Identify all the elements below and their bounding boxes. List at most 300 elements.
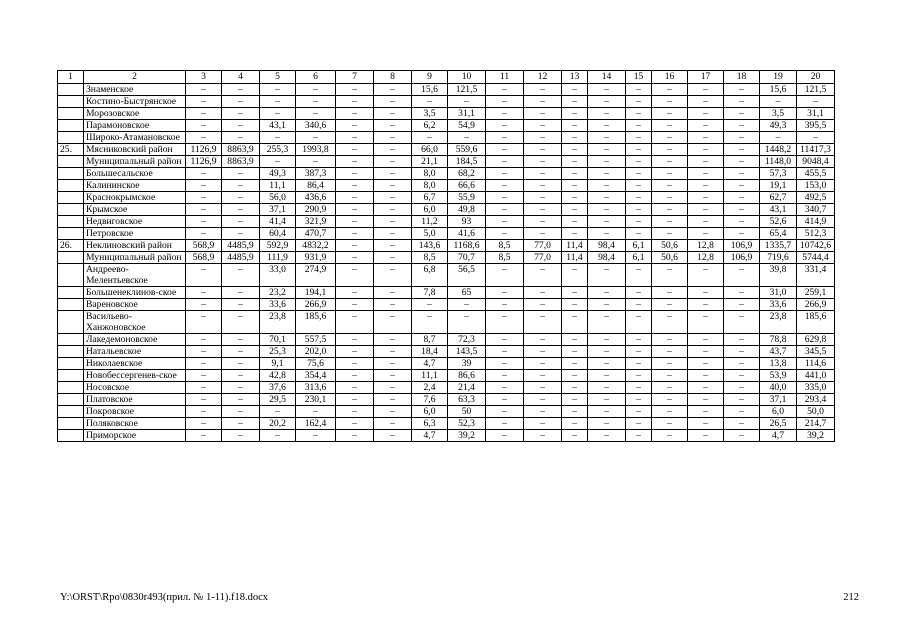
page-number: 212 [843, 592, 859, 603]
value-cell: – [626, 132, 652, 144]
value-cell: – [524, 358, 562, 370]
row-number-cell [58, 406, 84, 418]
value-cell: – [562, 299, 588, 311]
value-cell: 93 [448, 216, 486, 228]
value-cell: 4485,9 [222, 252, 260, 264]
value-cell: – [186, 299, 222, 311]
value-cell: – [336, 334, 374, 346]
value-cell: 65 [448, 287, 486, 299]
value-cell: – [336, 168, 374, 180]
value-cell: 8,7 [412, 334, 448, 346]
name-cell: Неклиновский район [84, 240, 186, 252]
value-cell: – [336, 132, 374, 144]
column-number-18: 18 [724, 71, 760, 84]
value-cell: 50,6 [652, 240, 688, 252]
value-cell: – [296, 430, 336, 442]
value-cell: – [588, 382, 626, 394]
value-cell: 21,4 [448, 382, 486, 394]
value-cell: 8,5 [412, 252, 448, 264]
value-cell: – [562, 264, 588, 287]
value-cell: – [724, 156, 760, 168]
column-number-13: 13 [562, 71, 588, 84]
value-cell: – [186, 96, 222, 108]
name-cell: Николаевское [84, 358, 186, 370]
value-cell: – [652, 311, 688, 334]
value-cell: – [412, 311, 448, 334]
value-cell: – [652, 406, 688, 418]
value-cell: 4,7 [412, 430, 448, 442]
value-cell: 33,6 [260, 299, 296, 311]
value-cell: – [336, 311, 374, 334]
value-cell: 37,1 [760, 394, 797, 406]
value-cell: – [486, 311, 524, 334]
value-cell: – [186, 394, 222, 406]
column-number-1: 1 [58, 71, 84, 84]
value-cell: 29,5 [260, 394, 296, 406]
value-cell: 194,1 [296, 287, 336, 299]
name-cell: Андреево-Мелентьевское [84, 264, 186, 287]
table-row [58, 382, 835, 394]
value-cell: – [626, 84, 652, 96]
value-cell: 387,3 [296, 168, 336, 180]
value-cell: 77,0 [524, 252, 562, 264]
value-cell: 43,7 [760, 346, 797, 358]
value-cell: 98,4 [588, 240, 626, 252]
table-row [58, 84, 835, 96]
value-cell: – [626, 192, 652, 204]
value-cell: 340,6 [296, 120, 336, 132]
value-cell: – [626, 96, 652, 108]
value-cell: – [588, 168, 626, 180]
row-number-cell [58, 287, 84, 299]
value-cell: – [186, 168, 222, 180]
value-cell: – [626, 156, 652, 168]
value-cell: – [412, 132, 448, 144]
column-number-5: 5 [260, 71, 296, 84]
name-cell: Большенеклинов-ское [84, 287, 186, 299]
value-cell: – [374, 240, 412, 252]
value-cell: – [260, 430, 296, 442]
value-cell: – [374, 144, 412, 156]
value-cell: – [186, 108, 222, 120]
value-cell: – [797, 132, 835, 144]
value-cell: 40,0 [760, 382, 797, 394]
value-cell: 559,6 [448, 144, 486, 156]
value-cell: – [652, 84, 688, 96]
value-cell: – [186, 204, 222, 216]
value-cell: – [562, 311, 588, 334]
value-cell: 185,6 [296, 311, 336, 334]
value-cell: 11417,3 [797, 144, 835, 156]
column-number-17: 17 [688, 71, 724, 84]
value-cell: – [588, 358, 626, 370]
value-cell: 321,9 [296, 216, 336, 228]
value-cell: – [186, 228, 222, 240]
value-cell: – [562, 358, 588, 370]
value-cell: 6,2 [412, 120, 448, 132]
table-row [58, 370, 835, 382]
value-cell: – [626, 144, 652, 156]
value-cell: – [652, 168, 688, 180]
value-cell: – [260, 132, 296, 144]
value-cell: 10742,6 [797, 240, 835, 252]
row-number-cell [58, 204, 84, 216]
value-cell: – [724, 204, 760, 216]
value-cell: – [374, 418, 412, 430]
value-cell: – [588, 418, 626, 430]
value-cell: – [688, 430, 724, 442]
value-cell: – [336, 358, 374, 370]
value-cell: – [374, 108, 412, 120]
value-cell: – [186, 382, 222, 394]
value-cell: – [222, 84, 260, 96]
value-cell: – [222, 228, 260, 240]
value-cell: 37,6 [260, 382, 296, 394]
value-cell: – [652, 180, 688, 192]
value-cell: 114,6 [797, 358, 835, 370]
value-cell: – [336, 144, 374, 156]
value-cell: – [374, 406, 412, 418]
value-cell: – [562, 108, 588, 120]
value-cell: 106,9 [724, 252, 760, 264]
column-number-16: 16 [652, 71, 688, 84]
value-cell: 492,5 [797, 192, 835, 204]
value-cell: – [524, 156, 562, 168]
value-cell: – [652, 334, 688, 346]
value-cell: – [626, 264, 652, 287]
value-cell: 6,0 [412, 406, 448, 418]
value-cell: 4485,9 [222, 240, 260, 252]
value-cell: 70,1 [260, 334, 296, 346]
value-cell: 293,4 [797, 394, 835, 406]
table-row [58, 264, 835, 287]
value-cell: – [296, 156, 336, 168]
value-cell: – [486, 216, 524, 228]
name-cell: Недвиговское [84, 216, 186, 228]
value-cell: 1148,0 [760, 156, 797, 168]
value-cell: 7,6 [412, 394, 448, 406]
value-cell: – [186, 216, 222, 228]
value-cell: – [688, 108, 724, 120]
value-cell: – [588, 132, 626, 144]
value-cell: – [374, 192, 412, 204]
value-cell: – [222, 358, 260, 370]
value-cell: – [336, 430, 374, 442]
column-number-4: 4 [222, 71, 260, 84]
row-number-cell [58, 264, 84, 287]
value-cell: – [336, 382, 374, 394]
name-cell: Лакедемоновское [84, 334, 186, 346]
name-cell: Калининское [84, 180, 186, 192]
value-cell: – [222, 370, 260, 382]
value-cell: 54,9 [448, 120, 486, 132]
table-row [58, 228, 835, 240]
name-cell: Платовское [84, 394, 186, 406]
value-cell: 8,5 [486, 252, 524, 264]
value-cell: 1993,8 [296, 144, 336, 156]
row-number-cell [58, 120, 84, 132]
value-cell: – [524, 370, 562, 382]
column-number-20: 20 [797, 71, 835, 84]
value-cell: – [562, 430, 588, 442]
value-cell: – [412, 96, 448, 108]
name-cell: Вареновское [84, 299, 186, 311]
value-cell: – [688, 120, 724, 132]
value-cell: – [374, 252, 412, 264]
value-cell: – [448, 311, 486, 334]
value-cell: – [486, 264, 524, 287]
value-cell: – [186, 370, 222, 382]
value-cell: – [222, 334, 260, 346]
name-cell: Костино-Быстрянское [84, 96, 186, 108]
value-cell: – [486, 370, 524, 382]
table-row [58, 311, 835, 334]
name-cell: Васильево-Ханжоновское [84, 311, 186, 334]
value-cell: 11,4 [562, 240, 588, 252]
value-cell: – [486, 120, 524, 132]
value-cell: – [524, 264, 562, 287]
value-cell: 6,1 [626, 252, 652, 264]
value-cell: – [626, 299, 652, 311]
value-cell: 11,1 [260, 180, 296, 192]
value-cell: 23,8 [760, 311, 797, 334]
value-cell: – [688, 168, 724, 180]
table-row [58, 156, 835, 168]
table-row [58, 108, 835, 120]
value-cell: – [336, 192, 374, 204]
value-cell: – [588, 180, 626, 192]
value-cell: – [374, 96, 412, 108]
value-cell: 143,5 [448, 346, 486, 358]
value-cell: – [524, 394, 562, 406]
row-number-cell [58, 430, 84, 442]
value-cell: – [374, 180, 412, 192]
value-cell: – [652, 96, 688, 108]
value-cell: – [588, 346, 626, 358]
row-number-cell [58, 394, 84, 406]
value-cell: – [688, 299, 724, 311]
value-cell: 266,9 [296, 299, 336, 311]
value-cell: 68,2 [448, 168, 486, 180]
value-cell: – [724, 382, 760, 394]
value-cell: – [588, 311, 626, 334]
value-cell: – [588, 120, 626, 132]
value-cell: – [688, 228, 724, 240]
value-cell: – [562, 382, 588, 394]
value-cell: – [652, 204, 688, 216]
value-cell: – [296, 108, 336, 120]
value-cell: 455,5 [797, 168, 835, 180]
value-cell: 184,5 [448, 156, 486, 168]
value-cell: – [486, 382, 524, 394]
row-number-cell: 25. [58, 144, 84, 156]
value-cell: – [524, 204, 562, 216]
value-cell: 53,9 [760, 370, 797, 382]
value-cell: – [652, 358, 688, 370]
value-cell: – [186, 84, 222, 96]
value-cell: – [486, 334, 524, 346]
value-cell: 50,6 [652, 252, 688, 264]
value-cell: – [524, 287, 562, 299]
value-cell: – [222, 406, 260, 418]
value-cell: – [588, 96, 626, 108]
value-cell: – [296, 132, 336, 144]
value-cell: – [524, 84, 562, 96]
value-cell: 331,4 [797, 264, 835, 287]
table-row [58, 204, 835, 216]
row-number-cell [58, 132, 84, 144]
table-row [58, 144, 835, 156]
value-cell: – [724, 228, 760, 240]
value-cell: 49,8 [448, 204, 486, 216]
value-cell: 49,3 [260, 168, 296, 180]
row-number-cell [58, 96, 84, 108]
value-cell: – [374, 204, 412, 216]
value-cell: 6,3 [412, 418, 448, 430]
value-cell: – [626, 394, 652, 406]
value-cell: 6,8 [412, 264, 448, 287]
value-cell: – [336, 108, 374, 120]
value-cell: – [724, 394, 760, 406]
value-cell: – [186, 132, 222, 144]
value-cell: 19,1 [760, 180, 797, 192]
value-cell: 39,2 [448, 430, 486, 442]
value-cell: 77,0 [524, 240, 562, 252]
value-cell: – [562, 346, 588, 358]
value-cell: – [688, 358, 724, 370]
value-cell: – [186, 264, 222, 287]
value-cell: – [626, 228, 652, 240]
value-cell: – [724, 192, 760, 204]
value-cell: – [562, 144, 588, 156]
value-cell: – [588, 144, 626, 156]
value-cell: 56,0 [260, 192, 296, 204]
value-cell: – [562, 156, 588, 168]
row-number-cell [58, 108, 84, 120]
value-cell: – [222, 192, 260, 204]
value-cell: – [688, 96, 724, 108]
value-cell: 98,4 [588, 252, 626, 264]
value-cell: – [724, 168, 760, 180]
value-cell: – [336, 156, 374, 168]
value-cell: – [486, 96, 524, 108]
value-cell: 153,0 [797, 180, 835, 192]
value-cell: 42,8 [260, 370, 296, 382]
value-cell: 1126,9 [186, 156, 222, 168]
value-cell: – [652, 132, 688, 144]
value-cell: – [374, 228, 412, 240]
value-cell: – [688, 216, 724, 228]
row-number-cell [58, 180, 84, 192]
value-cell: – [688, 287, 724, 299]
value-cell: 43,1 [260, 120, 296, 132]
value-cell: 255,3 [260, 144, 296, 156]
value-cell: – [588, 394, 626, 406]
value-cell: – [260, 406, 296, 418]
value-cell: – [448, 96, 486, 108]
value-cell: 290,9 [296, 204, 336, 216]
value-cell: – [724, 418, 760, 430]
value-cell: – [626, 382, 652, 394]
value-cell: – [688, 132, 724, 144]
value-cell: 8,5 [486, 240, 524, 252]
value-cell: – [260, 84, 296, 96]
value-cell: 354,4 [296, 370, 336, 382]
value-cell: – [626, 120, 652, 132]
value-cell: – [724, 264, 760, 287]
value-cell: – [562, 334, 588, 346]
value-cell: – [626, 180, 652, 192]
value-cell: 313,6 [296, 382, 336, 394]
value-cell: – [588, 430, 626, 442]
value-cell: – [688, 370, 724, 382]
value-cell: – [724, 144, 760, 156]
value-cell: – [688, 192, 724, 204]
table-row [58, 168, 835, 180]
value-cell: 2,4 [412, 382, 448, 394]
value-cell: 62,7 [760, 192, 797, 204]
value-cell: 1335,7 [760, 240, 797, 252]
value-cell: – [626, 287, 652, 299]
value-cell: – [486, 299, 524, 311]
value-cell: 21,1 [412, 156, 448, 168]
value-cell: – [688, 394, 724, 406]
row-number-cell [58, 192, 84, 204]
value-cell: 66,0 [412, 144, 448, 156]
name-cell: Новобессергенев-ское [84, 370, 186, 382]
row-number-cell: 26. [58, 240, 84, 252]
value-cell: 33,0 [260, 264, 296, 287]
table-row [58, 120, 835, 132]
value-cell: – [186, 287, 222, 299]
name-cell: Краснокрымское [84, 192, 186, 204]
row-number-cell [58, 216, 84, 228]
value-cell: 1126,9 [186, 144, 222, 156]
value-cell: – [562, 192, 588, 204]
value-cell: 50 [448, 406, 486, 418]
value-cell: 20,2 [260, 418, 296, 430]
value-cell: 33,6 [760, 299, 797, 311]
value-cell: – [296, 96, 336, 108]
value-cell: – [724, 334, 760, 346]
value-cell: – [486, 108, 524, 120]
value-cell: – [588, 406, 626, 418]
value-cell: – [374, 120, 412, 132]
value-cell: – [524, 430, 562, 442]
value-cell: – [524, 334, 562, 346]
table-row [58, 180, 835, 192]
value-cell: – [760, 132, 797, 144]
value-cell: – [588, 84, 626, 96]
value-cell: 121,5 [797, 84, 835, 96]
value-cell: 340,7 [797, 204, 835, 216]
value-cell: 8,0 [412, 168, 448, 180]
value-cell: – [374, 394, 412, 406]
value-cell: – [260, 156, 296, 168]
value-cell: – [588, 192, 626, 204]
value-cell: – [652, 370, 688, 382]
header-row [58, 71, 835, 84]
value-cell: 345,5 [797, 346, 835, 358]
value-cell: 18,4 [412, 346, 448, 358]
value-cell: – [724, 84, 760, 96]
value-cell: – [222, 132, 260, 144]
value-cell: – [486, 144, 524, 156]
value-cell: 4,7 [412, 358, 448, 370]
value-cell: – [562, 228, 588, 240]
name-cell: Крымское [84, 204, 186, 216]
table-row [58, 394, 835, 406]
